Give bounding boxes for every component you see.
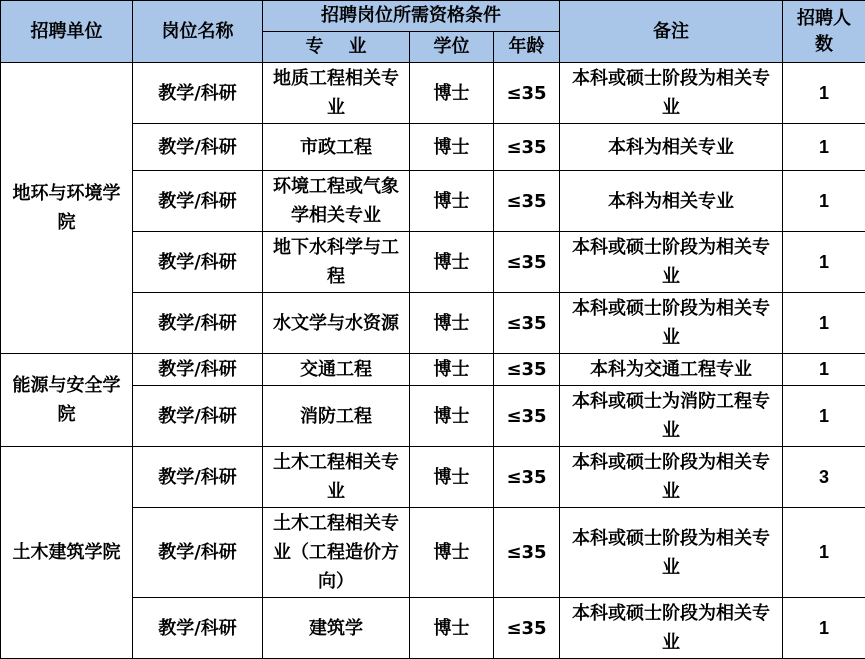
- age-cell: ≤35: [494, 124, 560, 171]
- count-cell: 1: [783, 232, 865, 293]
- major-cell: 市政工程: [263, 124, 410, 171]
- position-cell: 教学/科研: [133, 386, 263, 447]
- position-cell: 教学/科研: [133, 124, 263, 171]
- major-cell: 环境工程或气象学相关专业: [263, 171, 410, 232]
- age-cell: ≤35: [494, 63, 560, 124]
- unit-name-cell: 地环与环境学院: [1, 63, 133, 354]
- degree-cell: 博士: [410, 508, 494, 598]
- table-header: [1, 1, 865, 63]
- remark-cell: 本科为交通工程专业: [560, 354, 783, 386]
- major-cell: 土木工程相关专业（工程造价方向）: [263, 508, 410, 598]
- age-cell: ≤35: [494, 293, 560, 354]
- remark-cell: 本科或硕士阶段为相关专业: [560, 293, 783, 354]
- header-major: 专 业: [263, 32, 410, 63]
- remark-cell: 本科或硕士阶段为相关专业: [560, 508, 783, 598]
- major-cell: 水文学与水资源: [263, 293, 410, 354]
- degree-cell: 博士: [410, 293, 494, 354]
- remark-cell: 本科或硕士阶段为相关专业: [560, 447, 783, 508]
- remark-cell: 本科或硕士阶段为相关专业: [560, 598, 783, 659]
- age-cell: ≤35: [494, 386, 560, 447]
- count-cell: 3: [783, 447, 865, 508]
- degree-cell: 博士: [410, 171, 494, 232]
- unit-name-cell: 能源与安全学院: [1, 354, 133, 447]
- major-cell: 土木工程相关专业: [263, 447, 410, 508]
- remark-cell: 本科或硕士为消防工程专业: [560, 386, 783, 447]
- count-cell: 1: [783, 598, 865, 659]
- remark-cell: 本科为相关专业: [560, 124, 783, 171]
- count-cell: 1: [783, 386, 865, 447]
- degree-cell: 博士: [410, 354, 494, 386]
- header-degree: 学位: [410, 32, 494, 63]
- age-cell: ≤35: [494, 232, 560, 293]
- age-cell: ≤35: [494, 171, 560, 232]
- position-cell: 教学/科研: [133, 598, 263, 659]
- unit-name-cell: 土木建筑学院: [1, 447, 133, 659]
- degree-cell: 博士: [410, 124, 494, 171]
- position-cell: 教学/科研: [133, 354, 263, 386]
- header-count: 招聘人数: [783, 1, 865, 63]
- position-cell: 教学/科研: [133, 232, 263, 293]
- header-unit: 招聘单位: [1, 1, 133, 63]
- remark-cell: 本科或硕士阶段为相关专业: [560, 232, 783, 293]
- major-cell: 交通工程: [263, 354, 410, 386]
- age-cell: ≤35: [494, 508, 560, 598]
- age-cell: ≤35: [494, 354, 560, 386]
- age-cell: ≤35: [494, 598, 560, 659]
- position-cell: 教学/科研: [133, 63, 263, 124]
- header-remark: 备注: [560, 1, 783, 63]
- header-age: 年龄: [494, 32, 560, 63]
- degree-cell: 博士: [410, 447, 494, 508]
- table-row: [1, 63, 865, 124]
- position-cell: 教学/科研: [133, 508, 263, 598]
- count-cell: 1: [783, 124, 865, 171]
- remark-cell: 本科或硕士阶段为相关专业: [560, 63, 783, 124]
- degree-cell: 博士: [410, 232, 494, 293]
- table-body: [1, 63, 865, 659]
- count-cell: 1: [783, 508, 865, 598]
- position-cell: 教学/科研: [133, 171, 263, 232]
- table-row: [1, 354, 865, 386]
- degree-cell: 博士: [410, 598, 494, 659]
- degree-cell: 博士: [410, 386, 494, 447]
- age-cell: ≤35: [494, 447, 560, 508]
- position-cell: 教学/科研: [133, 293, 263, 354]
- count-cell: 1: [783, 293, 865, 354]
- major-cell: 建筑学: [263, 598, 410, 659]
- position-cell: 教学/科研: [133, 447, 263, 508]
- major-cell: 消防工程: [263, 386, 410, 447]
- remark-cell: 本科为相关专业: [560, 171, 783, 232]
- degree-cell: 博士: [410, 63, 494, 124]
- count-cell: 1: [783, 171, 865, 232]
- table-row: [1, 447, 865, 508]
- major-cell: 地质工程相关专业: [263, 63, 410, 124]
- count-cell: 1: [783, 63, 865, 124]
- count-cell: 1: [783, 354, 865, 386]
- major-cell: 地下水科学与工程: [263, 232, 410, 293]
- header-position: 岗位名称: [133, 1, 263, 63]
- header-requirements: 招聘岗位所需资格条件: [263, 1, 560, 32]
